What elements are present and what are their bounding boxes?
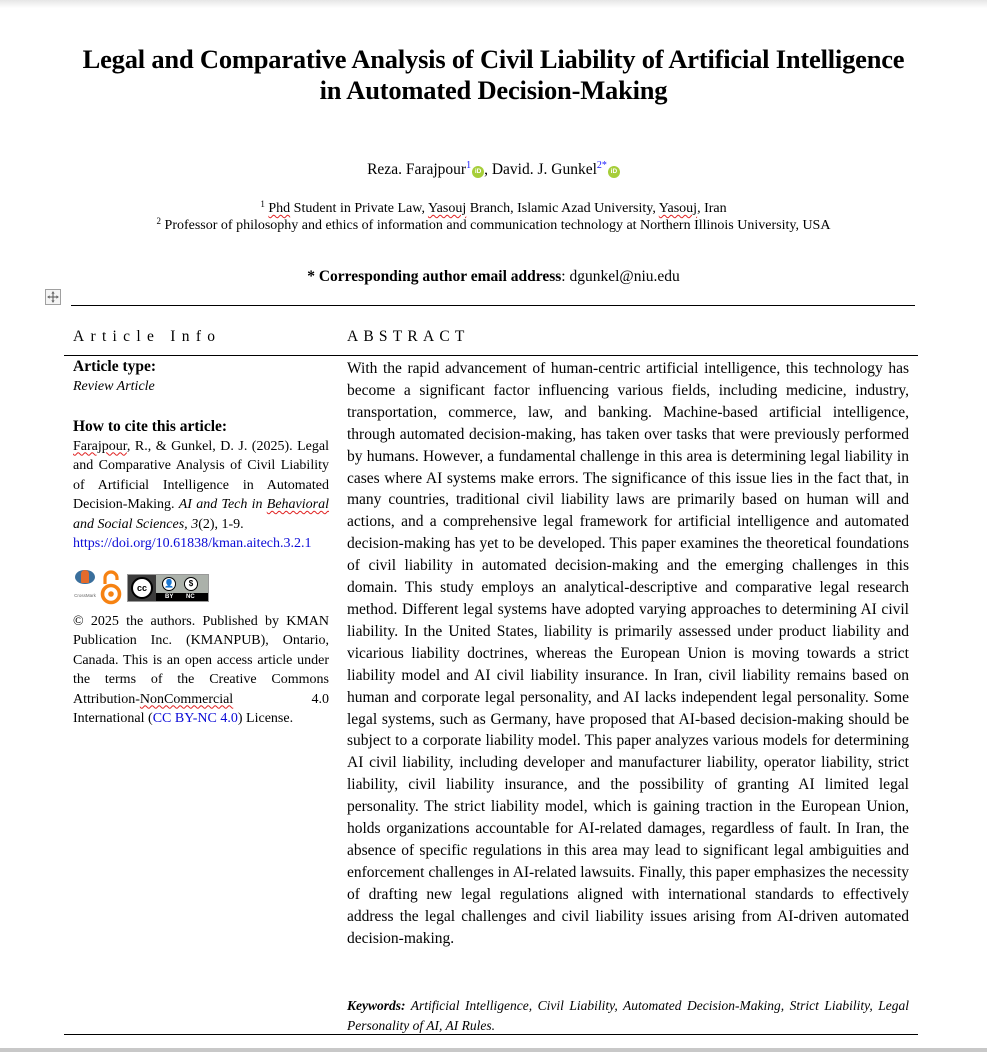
affiliation-number: 2 [156,216,162,226]
keywords-list: Artificial Intelligence, Civil Liability, Automated Decision-Making, Strict Liability, Legal Personality of AI, AI Rules. [347,998,909,1033]
table-move-handle[interactable] [45,289,61,305]
top-divider [71,305,915,306]
spellcheck-word: Yasouj [658,201,698,216]
author-separator: , [484,161,492,178]
affiliation-text: Professor of philosophy and ethics of information and communication technology at Northern Illinois University, USA [164,218,831,233]
article-info-heading: Article Info [73,328,222,345]
noncommercial-icon: $ [184,577,198,591]
affiliation-text: Branch, Islamic Azad University, [466,201,659,216]
crossmark-icon[interactable] [73,570,97,606]
bottom-divider [64,1034,918,1035]
paper-title: Legal and Comparative Analysis of Civil Liability of Artificial Intelligence in Automated Decision-Making [82,44,905,105]
by-label: BY [165,593,174,600]
article-type-value: Review Article [73,379,155,394]
author-name: David. J. Gunkel [491,161,597,178]
window-bottom-edge [0,1048,987,1052]
article-info-column [73,357,329,729]
license-logos [73,568,329,608]
author-line [0,156,987,180]
citation-text [73,437,329,535]
affiliation-marker: 1 [466,160,472,171]
issue-pages: (2), 1-9. [198,516,244,532]
affiliation-marker: 2* [596,160,607,171]
orcid-icon[interactable]: iD [472,166,484,178]
spellcheck-word: Farajpour [73,438,127,454]
spellcheck-word: Phd [268,201,291,216]
cc-badge-labels [156,593,208,601]
cc-by-nc-badge[interactable] [127,574,209,602]
window-top-edge [0,0,987,8]
how-to-cite-label: How to cite this article: [73,417,228,435]
cc-icon: cc [131,577,153,599]
license-body: ) License. [237,711,294,726]
author-name: Reza. Farajpour [367,161,467,178]
volume: 3 [191,516,199,532]
doi-link[interactable]: https://doi.org/10.61838/kman.aitech.3.2.1 [73,536,312,551]
keywords-label: Keywords: [347,998,406,1013]
open-access-icon [99,570,123,606]
affiliation-text: , Iran [697,201,727,216]
attribution-icon: 👤 [162,577,176,591]
affiliation-2 [0,213,987,234]
abstract-text: With the rapid advancement of human-centric artificial intelligence, this technology has become a significant factor influencing various fields, including medicine, industry, transportation, commerce, law, and banking. Machine-based artificial intelligence, through automated decision-making, has taken over tasks that were previously performed by humans. However, a fundamental challenge in this area is determining legal liability in cases where AI systems make errors. The significance of this issue lies in the fact that, in many countries, traditional civil liability laws are primarily based on human will and actions, and a comprehensive legal framework for artificial intelligence and automated decision-making has yet to be developed. This paper examines the theoretical foundations of civil liability in automated decision-making and the emerging challenges in this domain. This study employs an analytical-descriptive and comparative legal research method. Different legal systems have adopted varying approaches to determining AI civil liability. In the United States, liability is primarily assessed under product liability and vicarious liability doctrines, whereas the European Union is moving towards a strict liability model and AI civil liability insurance. In Iran, civil liability remains based on human and corporate legal personality, and AI lacks independent legal personality. Some legal systems, such as Germany, have proposed that AI-based decision-making should be subject to a corporate liability model. This paper analyzes various models for determining AI civil liability, including developer and manufacturer liability, operator liability, strict liability, civil liability insurance, and the possibility of granting AI limited legal personality. The strict liability model, which is gaining traction in the European Union, holds organizations accountable for AI-related damages, regardless of fault. In Iran, the absence of specific regulations in this area may lead to significant legal ambiguities and enforcement challenges in AI-related lawsuits. Finally, this paper emphasizes the necessity of drafting new legal regulations aligned with international standards to effectively address the legal challenges and civil liability issues arising from AI-driven automated decision-making. [347,360,909,947]
license-text [73,612,329,729]
move-arrows-icon [47,291,59,303]
affiliation-number: 1 [260,199,265,209]
abstract-heading: ABSTRACT [347,328,470,345]
crossmark-label: CrossMark [74,593,96,598]
journal-name: AI and Tech in [178,497,267,512]
spellcheck-word: NonCommercial [139,691,234,707]
license-link[interactable]: CC BY-NC 4.0 [152,711,238,726]
corresponding-email[interactable]: dgunkel@niu.edu [569,268,680,285]
orcid-icon[interactable]: iD [608,166,620,178]
corresponding-label: * Corresponding author email address [307,268,562,285]
license-body: © 2025 the authors. Published by KMAN Publication Inc. (KMANPUB), Ontario, Canada. This is an open access article under the terms of the Creative Commons Attribution- [73,613,329,707]
spellcheck-word: Behavioral [266,497,329,512]
journal-name: and Social Sciences, [73,516,192,532]
nc-label: NC [186,593,195,600]
separator: : [561,268,570,285]
corresponding-author [0,267,987,287]
article-type-label: Article type: [73,358,157,375]
affiliation-text: Student in Private Law, [290,201,428,216]
header-divider [64,355,918,356]
citation-body: , R., & Gunkel, D. J. (2025). Legal and Comparative Analysis of Civil Liability of Artificial Intelligence in Automated Decision-Making. [73,438,329,512]
keywords [347,996,909,1035]
license-body: 4.0 International ( [73,691,329,726]
spellcheck-word: Yasouj [427,201,467,216]
